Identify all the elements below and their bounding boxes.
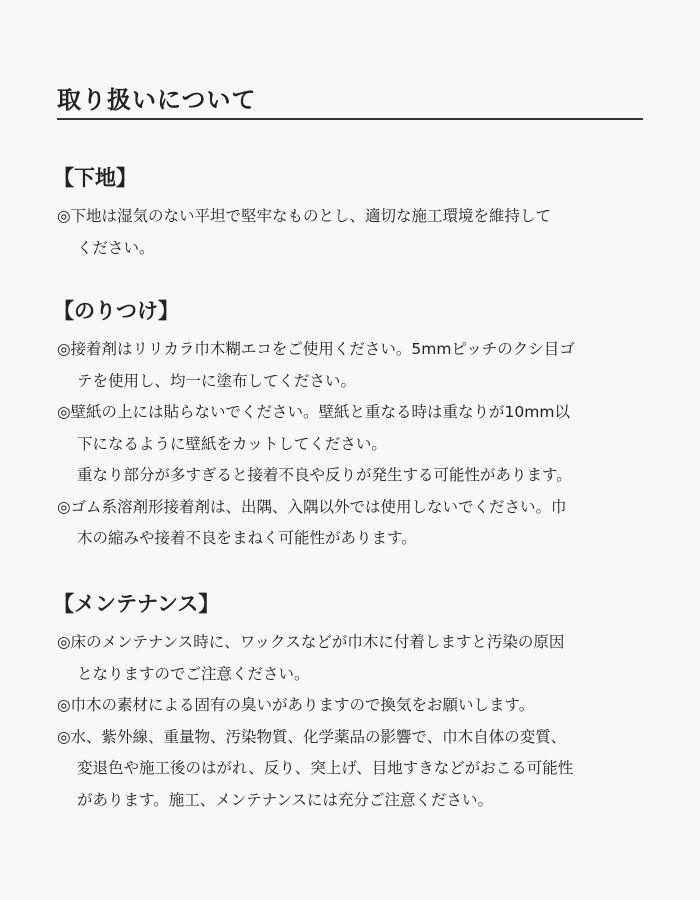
note-line: ◎ゴム系溶剤形接着剤は、出隅、入隅以外では使用しないでください。巾 (57, 497, 567, 516)
note-item (57, 397, 647, 492)
note-line: ◎接着剤はリリカラ巾木糊エコをご使用ください。5mmピッチのクシ目ゴ (57, 340, 575, 358)
section-heading: 【下地】 (53, 166, 137, 190)
note-line: ◎水、紫外線、重量物、汚染物質、化学薬品の影響で、巾木自体の変質、 (57, 727, 567, 746)
page-title: 取り扱いについて (57, 86, 257, 114)
note-item (57, 201, 647, 264)
note-line: ください。 (77, 238, 155, 257)
note-item (57, 690, 647, 722)
note-line: ◎床のメンテナンス時に、ワックスなどが巾木に付着しますと汚染の原因 (57, 633, 565, 651)
note-line: テを使用し、均一に塗布してください。 (77, 371, 357, 390)
section-heading: 【メンテナンス】 (53, 592, 220, 616)
section-maintenance (53, 587, 647, 816)
note-line: となりますのでご注意ください。 (77, 664, 310, 683)
note-line: があります。施工、メンテナンスには充分ご注意ください。 (77, 790, 494, 809)
title-divider (57, 118, 643, 120)
note-line: 変退色や施工後のはがれ、反り、突上げ、目地すきなどがおこる可能性 (77, 759, 574, 777)
section-heading: 【のりつけ】 (53, 299, 179, 323)
note-item (57, 334, 647, 397)
note-line: ◎下地は湿気のない平坦で堅牢なものとし、適切な施工環境を維持して (57, 207, 552, 225)
section-base (53, 161, 647, 264)
note-line: 木の縮みや接着不良をまねく可能性があります。 (77, 529, 417, 547)
note-line: 重なり部分が多すぎると接着不良や反りが発生する可能性があります。 (77, 466, 572, 484)
note-item (57, 627, 647, 690)
note-item (57, 722, 647, 817)
section-adhesive (53, 294, 647, 555)
note-line: 下になるように壁紙をカットしてください。 (77, 434, 387, 453)
note-line: ◎壁紙の上には貼らないでください。壁紙と重なる時は重なりが10mm以 (57, 403, 570, 421)
note-item (57, 492, 647, 555)
note-line: ◎巾木の素材による固有の臭いがありますので換気をお願いします。 (57, 696, 535, 714)
